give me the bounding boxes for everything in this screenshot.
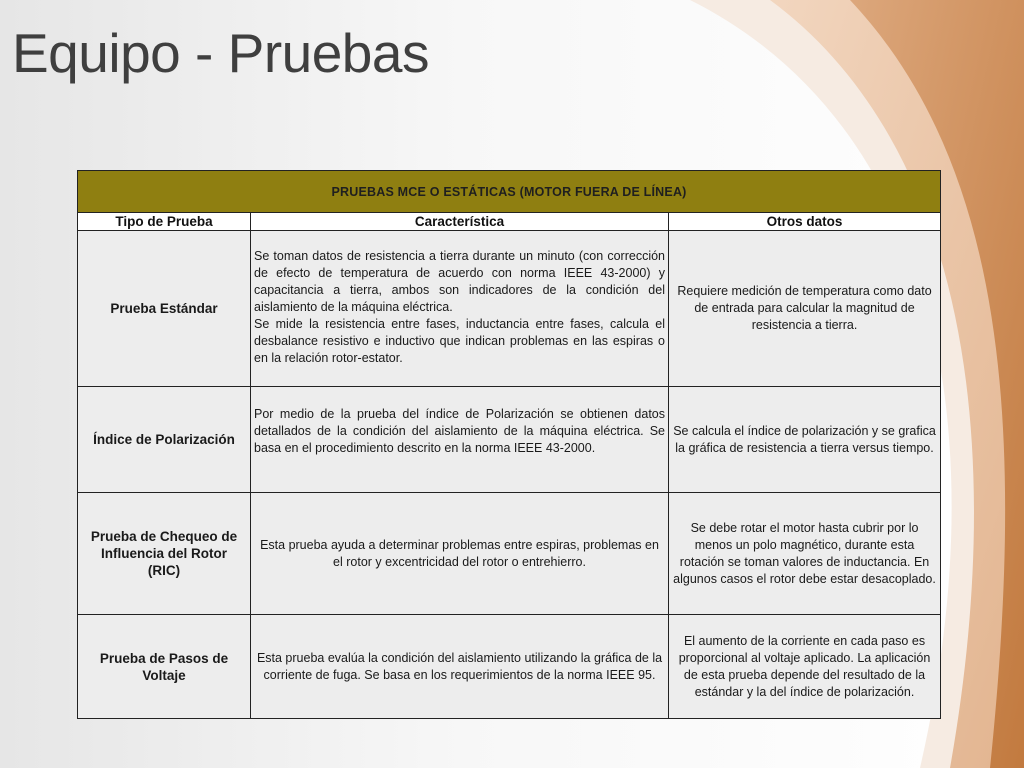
table-row	[78, 615, 941, 719]
table-banner: PRUEBAS MCE O ESTÁTICAS (MOTOR FUERA DE LÍNEA)	[78, 171, 941, 213]
column-header-characteristic: Característica	[251, 213, 669, 231]
characteristic-paragraph: Esta prueba ayuda a determinar problemas entre espiras, problemas en el rotor y excentricidad del rotor o entrehierro.	[260, 537, 659, 569]
row-other-cell: El aumento de la corriente en cada paso es proporcional al voltaje aplicado. La aplicación de esta prueba depende del resultado de la estándar y la del índice de polarización.	[669, 615, 941, 719]
row-type-cell: Prueba Estándar	[78, 231, 251, 387]
characteristic-paragraph: Se toman datos de resistencia a tierra durante un minuto (con corrección de efecto de temperatura de acuerdo con norma IEEE 43-2000) y capacitancia a tierra, ambos son indicadores de la condición del aislamiento de la máquina eléctrica.	[254, 249, 665, 314]
table-row	[78, 387, 941, 493]
row-other-cell: Se calcula el índice de polarización y se grafica la gráfica de resistencia a tierra versus tiempo.	[669, 387, 941, 493]
row-type-cell: Índice de Polarización	[78, 387, 251, 493]
characteristic-paragraph: Por medio de la prueba del índice de Polarización se obtienen datos detallados de la condición del aislamiento de la máquina eléctrica. Se basa en el procedimiento descrito en la norma IEEE 43-2000.	[254, 407, 665, 455]
row-type-cell: Prueba de Pasos de Voltaje	[78, 615, 251, 719]
column-header-type: Tipo de Prueba	[78, 213, 251, 231]
row-other-cell: Requiere medición de temperatura como dato de entrada para calcular la magnitud de resistencia a tierra.	[669, 231, 941, 387]
row-characteristic-cell	[251, 387, 669, 493]
table-row	[78, 493, 941, 615]
tests-table	[77, 170, 941, 719]
characteristic-paragraph: Esta prueba evalúa la condición del aislamiento utilizando la gráfica de la corriente de fuga. Se basa en los requerimientos de la norma IEEE 95.	[256, 650, 663, 682]
characteristic-paragraph: Se mide la resistencia entre fases, inductancia entre fases, calcula el desbalance resistivo e inductivo que indican problemas en las espiras o en la relación rotor-estator.	[254, 317, 665, 365]
row-other-cell: Se debe rotar el motor hasta cubrir por lo menos un polo magnético, durante esta rotación se toman valores de inductancia. En algunos casos el rotor debe estar desacoplado.	[669, 493, 941, 615]
column-header-other: Otros datos	[669, 213, 941, 231]
row-characteristic-cell	[251, 615, 669, 719]
row-type-cell: Prueba de Chequeo de Influencia del Rotor (RIC)	[78, 493, 251, 615]
row-characteristic-cell	[251, 493, 669, 615]
table-row	[78, 231, 941, 387]
slide-title: Equipo - Pruebas	[12, 22, 429, 84]
row-characteristic-cell	[251, 231, 669, 387]
